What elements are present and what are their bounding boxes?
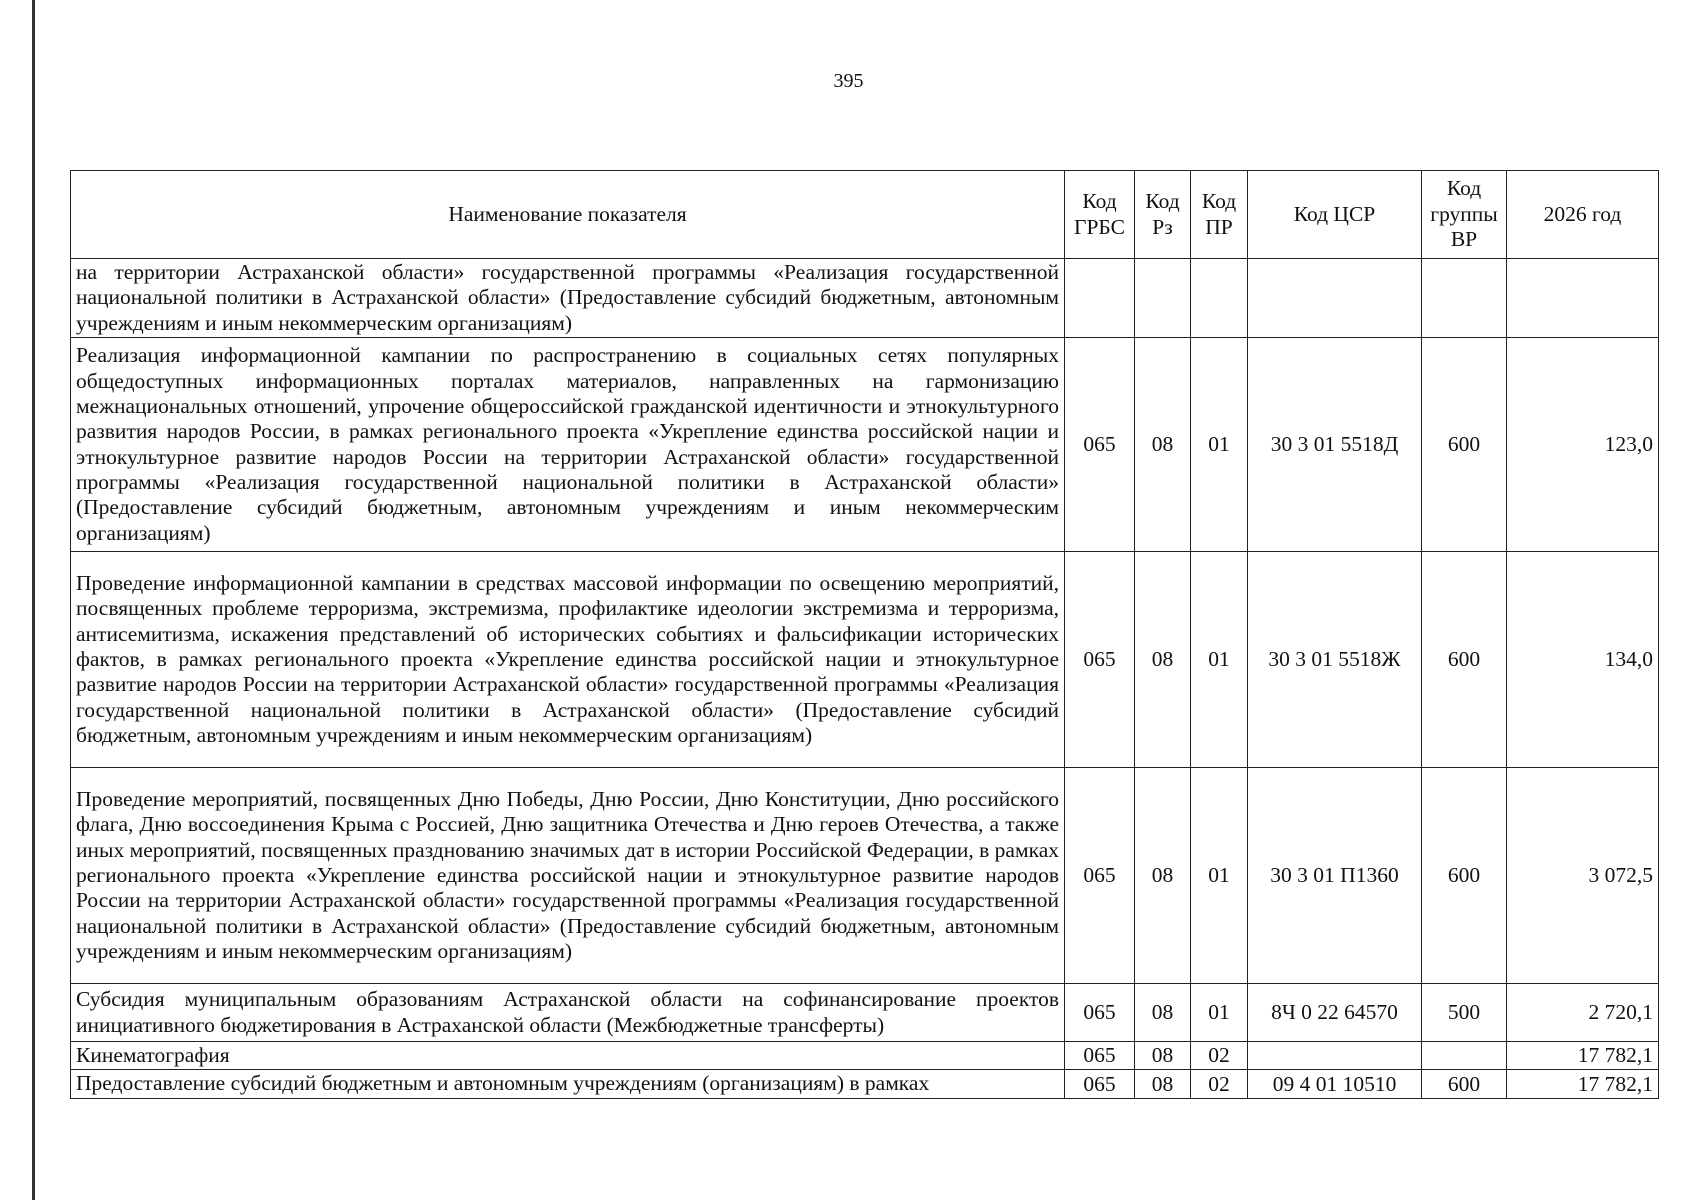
header-name: Наименование показателя <box>71 171 1065 259</box>
row-amount: 17 782,1 <box>1507 1042 1659 1070</box>
row-csr: 30 3 01 5518Ж <box>1248 552 1422 768</box>
row-rz: 08 <box>1135 984 1191 1042</box>
row-vr: 600 <box>1422 338 1507 552</box>
row-name: Проведение информационной кампании в средствах массовой информации по освещению мероприятий, посвященных проблеме терроризма, экстремизма, профилактике идеологии экстремизма и терроризма, антисемитизма, искажения представлений об исторических событиях и фальсификации исторических фактов, в рамках регионального проекта «Укрепление единства российской нации и этнокультурное развитие народов России на территории Астраханской области» государственной программы «Реализация государственной национальной политики в Астраханской области» (Предоставление субсидий бюджетным, автономным учреждениям и иным некоммерческим организациям) <box>71 552 1065 768</box>
row-grbs: 065 <box>1065 984 1135 1042</box>
table-row <box>71 984 1659 1042</box>
row-csr: 30 3 01 П1360 <box>1248 768 1422 984</box>
table-row <box>71 1042 1659 1070</box>
row-csr: 8Ч 0 22 64570 <box>1248 984 1422 1042</box>
row-name: Предоставление субсидий бюджетным и автономным учреждениям (организациям) в рамках <box>71 1070 1065 1098</box>
page-number: 395 <box>833 70 864 92</box>
header-vr: Код группы ВР <box>1422 171 1507 259</box>
row-pr: 02 <box>1191 1042 1248 1070</box>
row-grbs: 065 <box>1065 338 1135 552</box>
header-rz: Код Рз <box>1135 171 1191 259</box>
row-pr: 01 <box>1191 984 1248 1042</box>
row-csr: 30 3 01 5518Д <box>1248 338 1422 552</box>
header-grbs: Код ГРБС <box>1065 171 1135 259</box>
left-margin-line <box>32 0 35 1200</box>
table-row <box>71 768 1659 984</box>
row-amount: 123,0 <box>1507 338 1659 552</box>
row-amount <box>1507 259 1659 338</box>
row-pr: 01 <box>1191 552 1248 768</box>
row-rz: 08 <box>1135 1070 1191 1098</box>
row-vr: 600 <box>1422 1070 1507 1098</box>
row-vr <box>1422 1042 1507 1070</box>
row-rz: 08 <box>1135 768 1191 984</box>
header-pr: Код ПР <box>1191 171 1248 259</box>
row-csr: 09 4 01 10510 <box>1248 1070 1422 1098</box>
budget-table <box>70 170 1659 1099</box>
row-rz: 08 <box>1135 338 1191 552</box>
row-name: Реализация информационной кампании по распространению в социальных сетях популярных общедоступных информационных порталах материалов, направленных на гармонизацию межнациональных отношений, упрочение общероссийской гражданской идентичности и этнокультурного развития народов России, в рамках регионального проекта «Укрепление единства российской нации и этнокультурное развитие народов России на территории Астраханской области» государственной программы «Реализация государственной национальной политики в Астраханской области» (Предоставление субсидий бюджетным, автономным учреждениям и иным некоммерческим организациям) <box>71 338 1065 552</box>
row-pr <box>1191 259 1248 338</box>
row-vr: 600 <box>1422 768 1507 984</box>
row-amount: 17 782,1 <box>1507 1070 1659 1098</box>
row-pr: 02 <box>1191 1070 1248 1098</box>
header-csr: Код ЦСР <box>1248 171 1422 259</box>
row-vr: 600 <box>1422 552 1507 768</box>
row-pr: 01 <box>1191 768 1248 984</box>
row-grbs <box>1065 259 1135 338</box>
row-rz: 08 <box>1135 552 1191 768</box>
row-grbs: 065 <box>1065 768 1135 984</box>
row-grbs: 065 <box>1065 1042 1135 1070</box>
table-row <box>71 338 1659 552</box>
row-grbs: 065 <box>1065 1070 1135 1098</box>
row-csr <box>1248 259 1422 338</box>
row-amount: 2 720,1 <box>1507 984 1659 1042</box>
row-vr <box>1422 259 1507 338</box>
row-csr <box>1248 1042 1422 1070</box>
row-vr: 500 <box>1422 984 1507 1042</box>
row-amount: 3 072,5 <box>1507 768 1659 984</box>
row-grbs: 065 <box>1065 552 1135 768</box>
row-pr: 01 <box>1191 338 1248 552</box>
row-name: Кинематография <box>71 1042 1065 1070</box>
row-rz: 08 <box>1135 1042 1191 1070</box>
table-header-row <box>71 171 1659 259</box>
header-year: 2026 год <box>1507 171 1659 259</box>
row-amount: 134,0 <box>1507 552 1659 768</box>
row-rz <box>1135 259 1191 338</box>
table-row <box>71 1070 1659 1098</box>
row-name: Субсидия муниципальным образованиям Астраханской области на софинансирование проектов инициативного бюджетирования в Астраханской области (Межбюджетные трансферты) <box>71 984 1065 1042</box>
row-name: на территории Астраханской области» государственной программы «Реализация государственной национальной политики в Астраханской области» (Предоставление субсидий бюджетным, автономным учреждениям и иным некоммерческим организациям) <box>71 259 1065 338</box>
row-name: Проведение мероприятий, посвященных Дню Победы, Дню России, Дню Конституции, Дню российского флага, Дню воссоединения Крыма с Россией, Дню защитника Отечества и Дню героев Отечества, а также иных мероприятий, посвященных празднованию значимых дат в истории Российской Федерации, в рамках регионального проекта «Укрепление единства российской нации и этнокультурное развитие народов России на территории Астраханской области» государственной программы «Реализация государственной национальной политики в Астраханской области» (Предоставление субсидий бюджетным, автономным учреждениям и иным некоммерческим организациям) <box>71 768 1065 984</box>
table-row <box>71 552 1659 768</box>
table-row <box>71 259 1659 338</box>
